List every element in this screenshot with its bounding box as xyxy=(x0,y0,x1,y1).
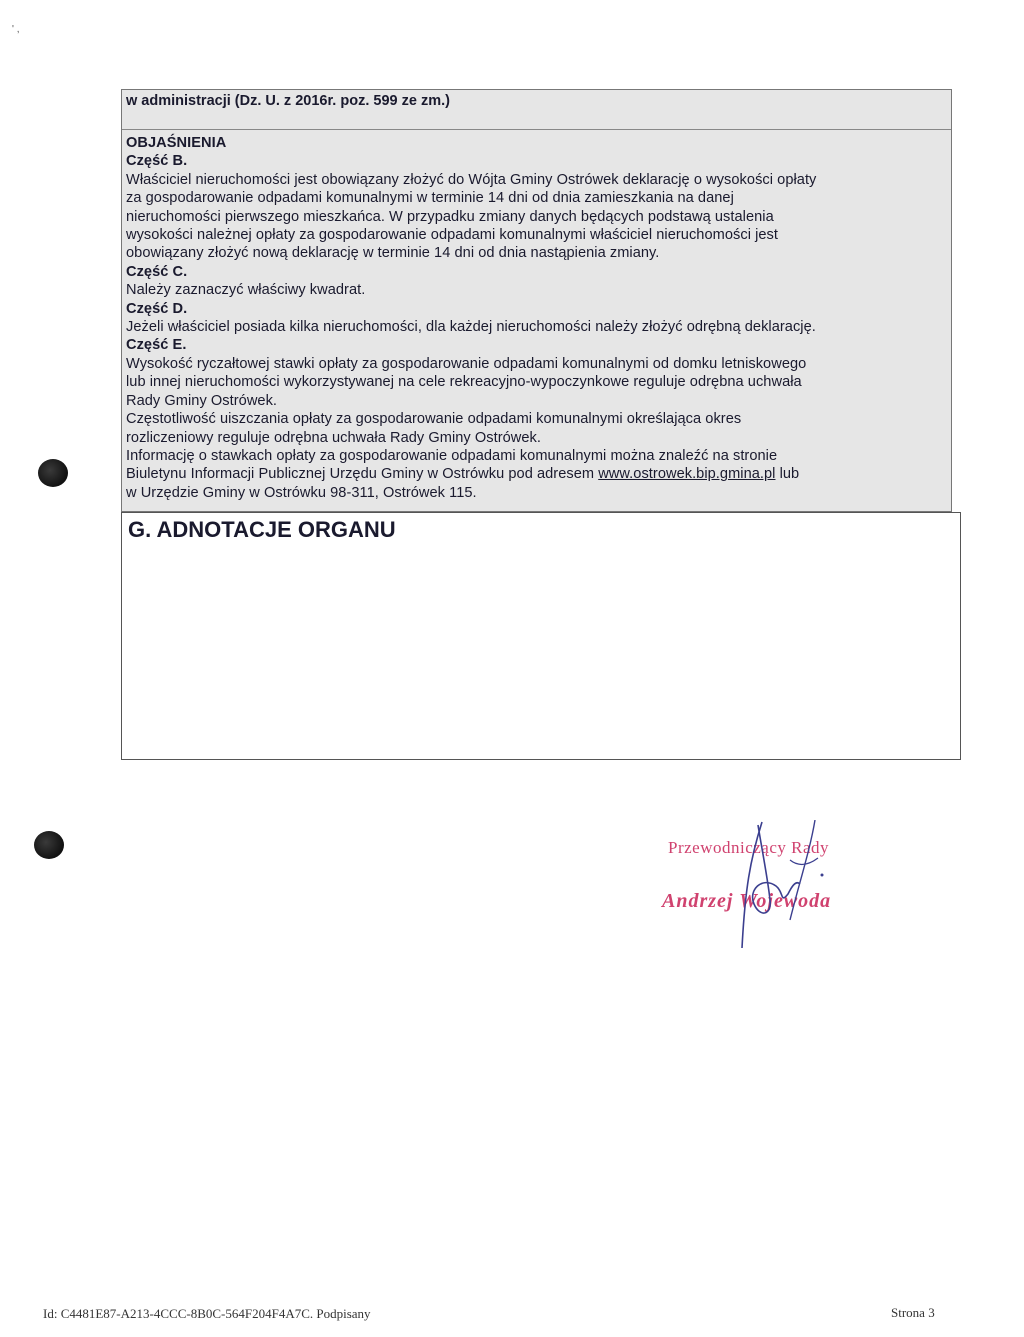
part-e-line: rozliczeniowy reguluje odrębna uchwała Rady Gminy Ostrówek. xyxy=(126,429,542,446)
part-e-line: Informację o stawkach opłaty za gospodarowanie odpadami komunalnymi można znaleźć na stronie xyxy=(126,447,778,464)
stamp-name: Andrzej Wojewoda xyxy=(662,890,832,912)
part-e-line: lub innej nieruchomości wykorzystywanej na cele rekreacyjno-wypoczynkowe reguluje odrębna uchwała xyxy=(126,374,802,391)
part-c-title: Część C. xyxy=(126,263,188,280)
organ-annotations-box xyxy=(121,512,961,760)
explanations-content xyxy=(122,130,951,502)
part-e-line: Wysokość ryczałtowej stawki opłaty za gospodarowanie odpadami komunalnymi od domku letniskowego xyxy=(126,355,807,372)
part-e-title: Część E. xyxy=(126,337,187,354)
document-id-footer: Id: C4481E87-A213-4CCC-8B0C-564F204F4A7C. Podpisany xyxy=(43,1306,371,1321)
page-number: Strona 3 xyxy=(891,1305,935,1320)
part-b-line: nieruchomości pierwszego mieszkańca. W przypadku zmiany danych będących podstawą ustalenia xyxy=(126,208,774,225)
council-chairman-stamp xyxy=(650,820,890,950)
stamp-title: Przewodniczący Rady xyxy=(668,838,830,857)
law-reference: w administracji (Dz. U. z 2016r. poz. 599 ze zm.) xyxy=(122,90,951,130)
organ-section-title: G. ADNOTACJE ORGANU xyxy=(128,517,396,542)
punch-hole xyxy=(38,459,68,487)
part-b-line: Właściciel nieruchomości jest obowiązany złożyć do Wójta Gminy Ostrówek deklarację o wysokości opłaty xyxy=(126,171,817,188)
part-e-line: Rady Gminy Ostrówek. xyxy=(126,392,278,409)
explanations-heading: OBJAŚNIENIA xyxy=(126,135,227,151)
explanations-box xyxy=(121,89,952,512)
bip-link[interactable]: www.ostrowek.bip.gmina.pl xyxy=(598,466,776,483)
punch-hole xyxy=(34,831,64,859)
part-e-line: w Urzędzie Gminy w Ostrówku 98-311, Ostrówek 115. xyxy=(126,484,477,501)
part-c-text: Należy zaznaczyć właściwy kwadrat. xyxy=(126,282,366,299)
part-d-text: Jeżeli właściciel posiada kilka nieruchomości, dla każdej nieruchomości należy złożyć odrębną deklarację. xyxy=(126,319,816,336)
link-line-suffix: lub xyxy=(775,466,800,483)
part-d-title: Część D. xyxy=(126,300,188,317)
link-line-prefix: Biuletynu Informacji Publicznej Urzędu Gminy w Ostrówku pod adresem xyxy=(126,466,599,483)
part-b-line: obowiązany złożyć nową deklarację w terminie 14 dni od dnia nastąpienia zmiany. xyxy=(126,245,660,262)
handwritten-signature xyxy=(650,820,890,950)
part-b-title: Część B. xyxy=(126,153,188,170)
part-b-line: za gospodarowanie odpadami komunalnymi w terminie 14 dni od dnia zamieszkania na danej xyxy=(126,190,734,207)
part-b-line: wysokości należnej opłaty za gospodarowanie odpadami komunalnymi właściciel nieruchomości jest xyxy=(126,227,779,244)
part-e-link-line xyxy=(126,465,947,483)
scan-mark: ' , xyxy=(12,24,20,35)
part-e-line: Częstotliwość uiszczania opłaty za gospodarowanie odpadami komunalnymi określająca okres xyxy=(126,411,742,428)
